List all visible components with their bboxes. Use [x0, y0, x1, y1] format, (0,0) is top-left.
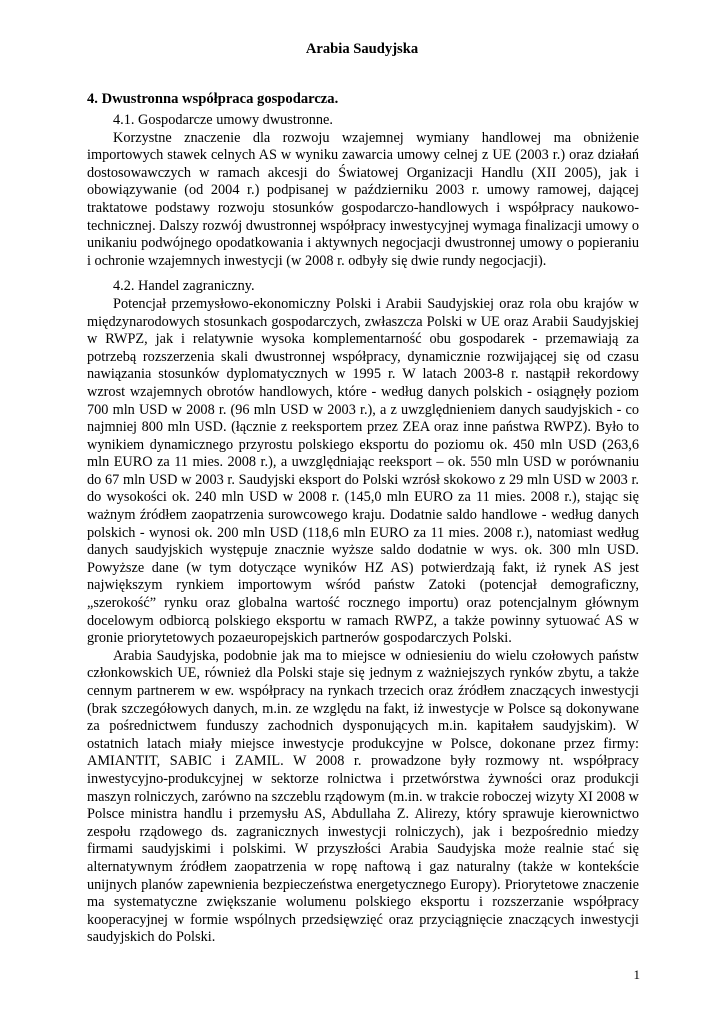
- subheading-economic-agreements: 4.1. Gospodarcze umowy dwustronne.: [113, 112, 333, 128]
- subheading-foreign-trade: 4.2. Handel zagraniczny.: [113, 278, 255, 295]
- paragraph-foreign-trade-2: Arabia Saudyjska, podobnie jak ma to miejsce w odniesieniu do wielu czołowych państw członkowskich UE, również dla Polski staje się jednym z ważniejszych rynków zbytu, a także cennym partnerem w ew. współpracy na rynkach trzecich oraz źródłem znaczących inwestycji (brak szczegółowych danych, m.in. ze względu na fakt, iż inwestycje w Polsce są dokonywane za pośrednictwem funduszy zachodnich dysponujących m.in. kapitałem saudyjskim). W ostatnich latach miały miejsce inwestycje produkcyjne w Polsce, dokonane przez firmy: AMIANTIT, SABIC i ZAMIL. W 2008 r. prowadzone były rozmowy nt. współpracy inwestycyjno-produkcyjnej w sektorze rolnictwa i przetwórstwa żywności oraz produkcji maszyn rolniczych, zarówno na szczeblu rządowym (m.in. w trakcie roboczej wizyty XI 2008 w Polsce ministra handlu i przemysłu AS, Abdullaha Z. Alirezy, który sprawuje kierownictwo zespołu rządowego ds. zagranicznych inwestycji rolniczych), jak i bezpośrednio miedzy firmami saudyjskimi i polskimi. W przyszłości Arabia Saudyjska może realnie stać się alternatywnym źródłem zaopatrzenia w ropę naftową i gaz naturalny (także w kontekście unijnych planów zapewnienia bezpieczeństwa energetycznego Europy). Priorytetowe znaczenie ma systematyczne zwiększanie wolumenu polskiego eksportu i rozszerzanie współpracy kooperacyjnej w formie wspólnych przedsięwzięć oraz przyciągnięcie znaczących inwestycji saudyjskich do Polski.: [87, 647, 639, 946]
- section-heading: 4. Dwustronna współpraca gospodarcza.: [87, 91, 339, 107]
- page-number: 1: [633, 967, 640, 982]
- document-body: [87, 112, 639, 947]
- paragraph-foreign-trade-1: Potencjał przemysłowo-ekonomiczny Polski i Arabii Saudyjskiej oraz rola obu krajów w międzynarodowych stosunkach gospodarczych, zwłaszcza Polski w UE oraz Arabii Saudyjskiej w RWPZ, jak i relatywnie wysoka komplementarność obu gospodarek - przemawiają za potrzebą rozszerzenia skali dwustronnej współpracy, dynamicznie rozwijającej się od czasu nawiązania stosunków dyplomatycznych w 1995 r. W latach 2003-8 r. nastąpił rekordowy wzrost wzajemnych obrotów handlowych, które - według danych polskich - osiągnęły poziom 700 mln USD w 2008 r. (96 mln USD w 2003 r.), a z uwzględnieniem danych saudyjskich - co najmniej 800 mln USD. (łącznie z reeksportem przez ZEA oraz inne państwa RWPZ). Było to wynikiem dynamicznego przyrostu polskiego eksportu do poziomu ok. 450 mln USD (263,6 mln EURO za 11 mies. 2008 r.), a uwzględniając reeksport – ok. 550 mln USD w porównaniu do 67 mln USD w 2003 r. Saudyjski eksport do Polski wzrósł skokowo z 29 mln USD w 2003 r. do wysokości ok. 240 mln USD w 2008 r. (145,0 mln EURO za 11 mies. 2008 r.), stając się ważnym źródłem zaopatrzenia surowcowego kraju. Dodatnie saldo handlowe - według danych polskich - wynosi ok. 200 mln USD (118,6 mln EURO za 11 mies. 2008 r.), natomiast według danych saudyjskich występuje znacznie wyższe saldo dodatnie w wys. ok. 300 mln USD. Powyższe dane (w tym dotyczące wyników HZ AS) potwierdzają fakt, iż rynek AS jest największym rynkiem importowym wśród państw Zatoki (potencjał demograficzny, „szerokość” rynku oraz globalna wartość rocznego importu) oraz potencjalnym głównym docelowym odbiorcą polskiego eksportu w ramach RWPZ, a także powinny sytuować AS w gronie priorytetowych pozaeuropejskich partnerów gospodarczych Polski.: [87, 295, 639, 647]
- document-title: Arabia Saudyjska: [305, 41, 419, 57]
- paragraph-economic-agreements: Korzystne znaczenie dla rozwoju wzajemnej wymiany handlowej ma obniżenie importowych stawek celnych AS w wyniku zawarcia umowy celnej z UE (2003 r.) oraz działań dostosowawczych w ramach akcesji do Światowej Organizacji Handlu (XII 2005), jak i obowiązywanie (od 2004 r.) podpisanej w październiku 2003 r. umowy ramowej, dającej traktatowe podstawy rozwoju stosunków gospodarczo-handlowych i współpracy naukowo-technicznej. Dalszy rozwój dwustronnej współpracy inwestycyjnej wymaga finalizacji umowy o unikaniu podwójnego opodatkowania i aktywnych negocjacji dwustronnej umowy o popieraniu i ochronie wzajemnych inwestycji (w 2008 r. odbyły się dwie rundy negocjacji).: [87, 129, 639, 269]
